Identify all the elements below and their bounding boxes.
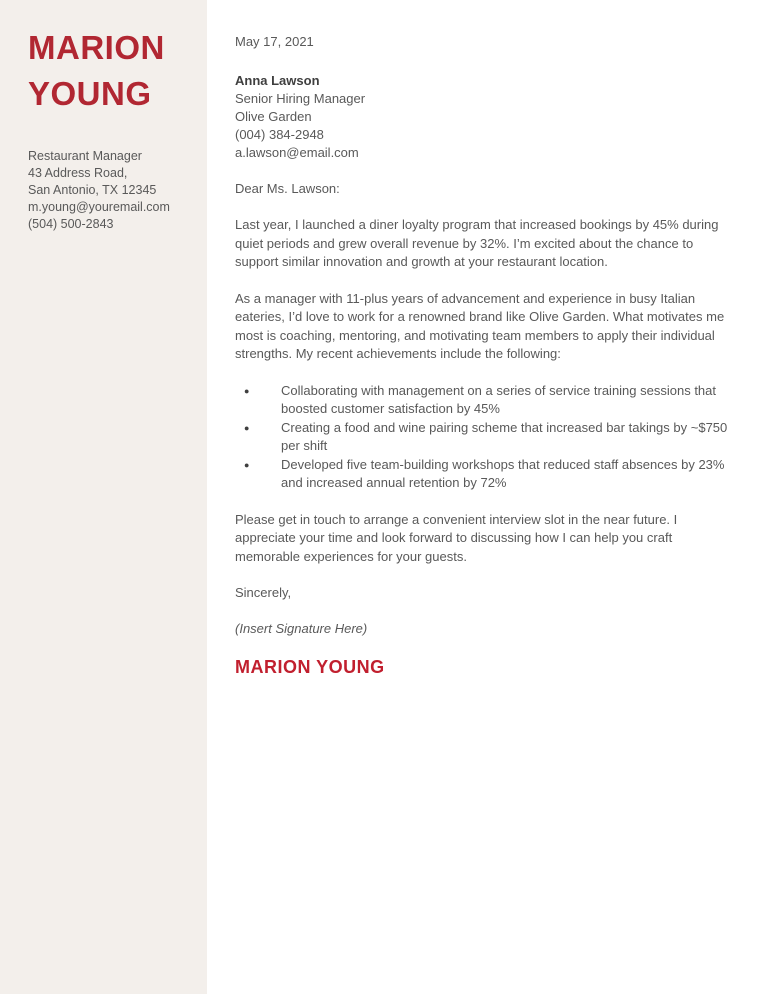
signature-placeholder: (Insert Signature Here) bbox=[235, 620, 368, 636]
applicant-address-line1: 43 Address Road, bbox=[28, 166, 128, 180]
signoff: Sincerely, bbox=[235, 585, 292, 600]
achievement-text: Creating a food and wine pairing scheme that increased bar takings by ~$750 per shift bbox=[281, 419, 728, 453]
paragraph-closing: Please get in touch to arrange a convenient interview slot in the near future. I appreciate your time and look forward to discussing how I can help you craft memorable experiences for your guests. bbox=[235, 511, 678, 564]
recipient-title: Senior Hiring Manager bbox=[235, 90, 366, 106]
contact-info-block bbox=[0, 148, 207, 233]
applicant-address-line2: San Antonio, TX 12345 bbox=[28, 183, 157, 197]
sidebar bbox=[0, 0, 207, 994]
list-item bbox=[235, 456, 737, 493]
signature-name: MARION YOUNG bbox=[235, 657, 385, 677]
recipient-name: Anna Lawson bbox=[235, 72, 320, 88]
applicant-phone: (504) 500-2843 bbox=[28, 217, 114, 231]
letter-date: May 17, 2021 bbox=[235, 34, 314, 49]
list-item bbox=[235, 382, 737, 419]
applicant-first-name: MARION bbox=[28, 29, 165, 66]
applicant-last-name: YOUNG bbox=[28, 75, 152, 112]
achievements-list bbox=[235, 382, 737, 493]
recipient-email: a.lawson@email.com bbox=[235, 144, 359, 160]
applicant-email: m.young@youremail.com bbox=[28, 200, 170, 214]
bullet-icon: ● bbox=[244, 422, 250, 433]
paragraph-experience: As a manager with 11-plus years of advancement and experience in busy Italian eateries, I’d love to work for a renowned brand like Olive Garden. What motivates me most is coaching, mentoring, and motivating team members to apply their individual strengths. My recent achievements include the following: bbox=[235, 290, 725, 361]
applicant-name-heading bbox=[0, 0, 207, 117]
bullet-icon: ● bbox=[244, 459, 250, 470]
letter-body bbox=[235, 0, 737, 679]
salutation: Dear Ms. Lawson: bbox=[235, 180, 340, 196]
recipient-company: Olive Garden bbox=[235, 108, 312, 124]
paragraph-intro: Last year, I launched a diner loyalty program that increased bookings by 45% during quiet periods and grew overall revenue by 32%. I’m excited about the chance to support similar innovation and growth at your restaurant location. bbox=[235, 217, 719, 269]
recipient-block bbox=[235, 72, 737, 162]
achievement-text: Developed five team-building workshops that reduced staff absences by 23% and increased annual retention by 72% bbox=[281, 456, 725, 490]
achievement-text: Collaborating with management on a series of service training sessions that boosted customer satisfaction by 45% bbox=[281, 382, 717, 416]
recipient-phone: (004) 384-2948 bbox=[235, 126, 324, 142]
list-item bbox=[235, 419, 737, 456]
bullet-icon: ● bbox=[244, 385, 250, 396]
applicant-job-title: Restaurant Manager bbox=[28, 149, 142, 163]
